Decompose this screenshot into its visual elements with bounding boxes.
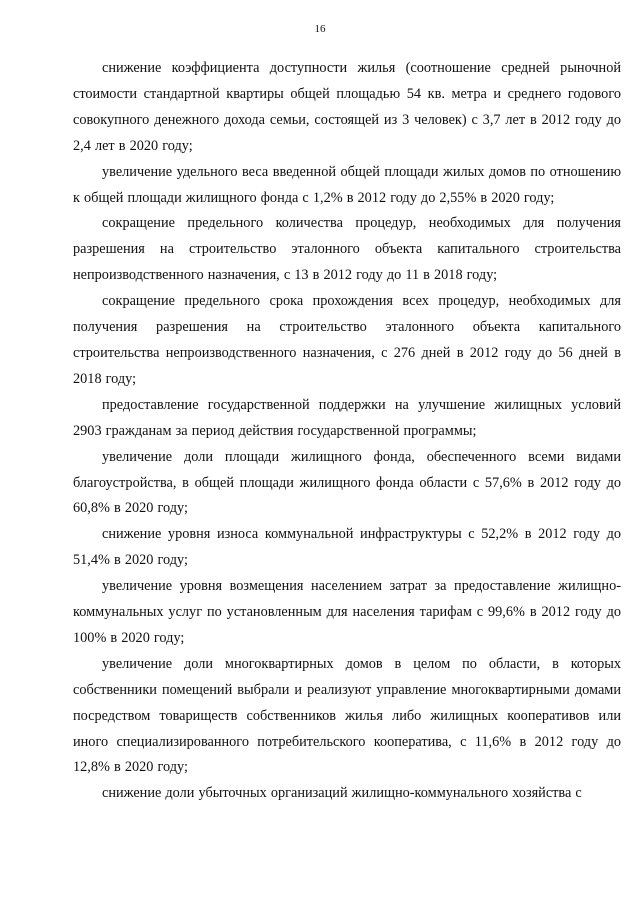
paragraph-permit-procedures-count: сокращение предельного количества процедур, необходимых для получения разрешения на строительство эталонного объекта капитального строительства непроизводственного назначения, с 13 в 2012 году до 11 в 2018 году; — [73, 215, 621, 284]
paragraph-homeowners-associations: увеличение доли многоквартирных домов в целом по области, в которых собственники помещений выбрали и реализуют управление многоквартирными домами посредством товариществ собственников жилья либо жилищных кооперативов или иного специализированного потребительского кооператива, с 11,6% в 2012 году до 12,8% в 2020 году; — [73, 655, 621, 776]
page-number: 16 — [314, 23, 326, 35]
paragraph-permit-procedures-duration: сокращение предельного срока прохождения всех процедур, необходимых для получения разрешения на строительство эталонного объекта капитального строительства непроизводственного назначения, с 276 дней в 2012 году до 56 дней в 2018 году; — [73, 293, 621, 387]
paragraph-housing-affordability: снижение коэффициента доступности жилья (соотношение средней рыночной стоимости стандартной квартиры общей площадью 54 кв. метра и среднего годового совокупного денежного дохода семьи, состоящей из 3 человек) с 3,7 лет в 2012 году до 2,4 лет в 2020 году; — [73, 60, 621, 154]
paragraph-housing-amenities: увеличение доли площади жилищного фонда, обеспеченного всеми видами благоустройства, в общей площади жилищного фонда области с 57,6% в 2012 году до 60,8% в 2020 году; — [73, 448, 621, 517]
document-body — [73, 56, 621, 807]
paragraph-state-support: предоставление государственной поддержки на улучшение жилищных условий 2903 гражданам за период действия государственной программы; — [73, 396, 621, 439]
paragraph-cost-recovery: увеличение уровня возмещения населением затрат за предоставление жилищно-коммунальных услуг по установленным для населения тарифам с 99,6% в 2012 году до 100% в 2020 году; — [73, 578, 621, 646]
paragraph-infrastructure-wear: снижение уровня износа коммунальной инфраструктуры с 52,2% в 2012 году до 51,4% в 2020 году; — [73, 526, 621, 569]
paragraph-unprofitable-organizations: снижение доли убыточных организаций жилищно-коммунального хозяйства с — [102, 785, 582, 802]
paragraph-housing-commissioning-share: увеличение удельного веса введенной общей площади жилых домов по отношению к общей площади жилищного фонда с 1,2% в 2012 году до 2,55% в 2020 году; — [73, 163, 621, 206]
